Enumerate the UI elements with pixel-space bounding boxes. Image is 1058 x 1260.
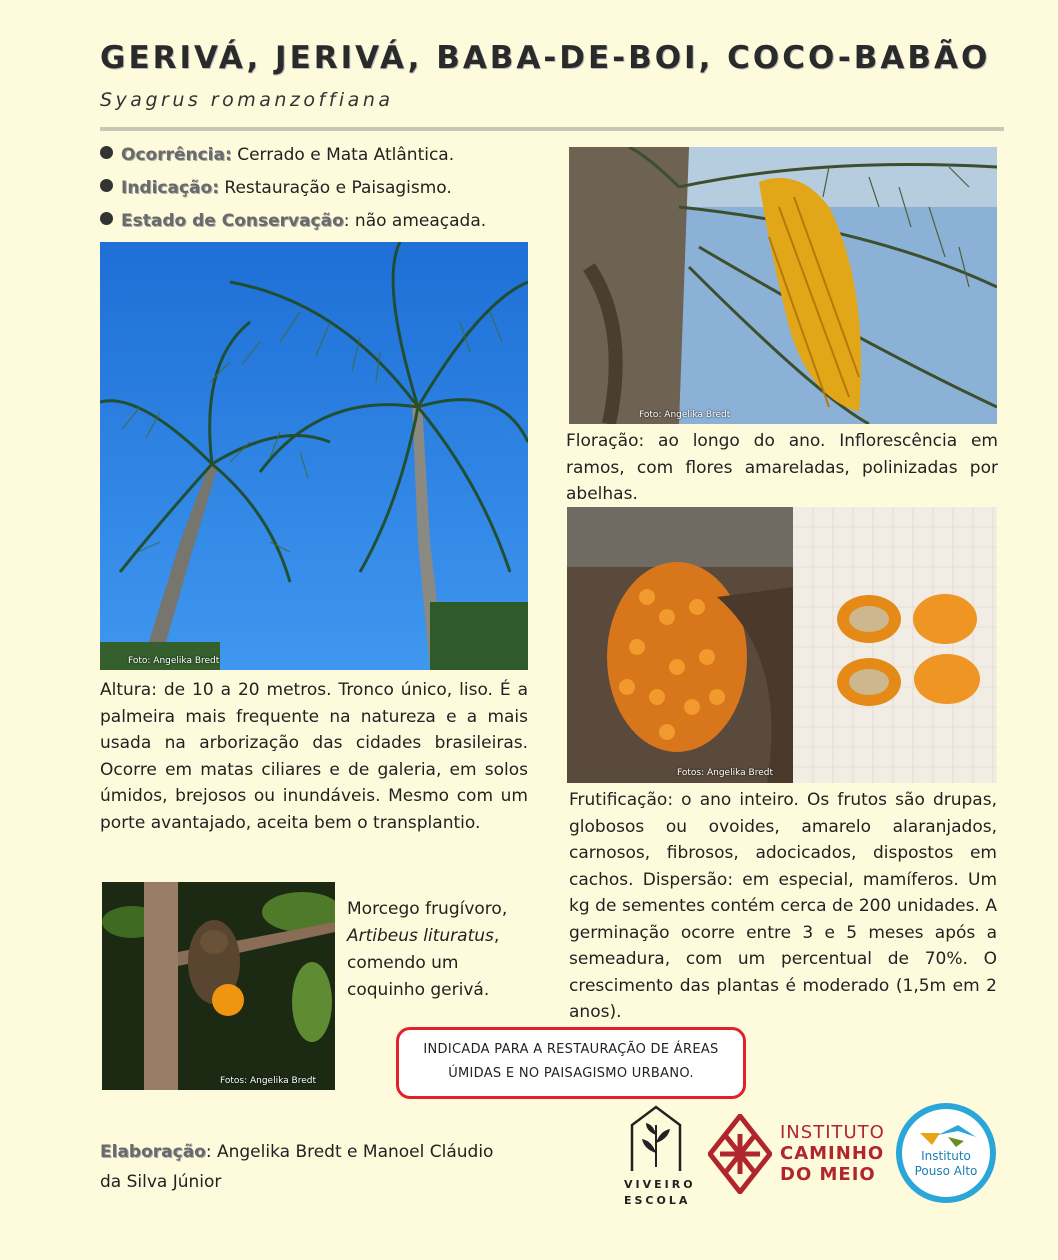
credits: Elaboração: Angelika Bredt e Manoel Cláudio da Silva Júnior [100,1142,494,1192]
fact-indication: Indicação: Restauração e Paisagismo. [100,178,452,198]
bullet-icon [100,179,113,192]
fruiting-description: Frutificação: o ano inteiro. Os frutos são drupas, globosos ou ovoides, amarelo alaranjados, carnosos, fibrosos, adocicados, dispostos em cachos. Dispersão: em especial, mamíferos. Um kg de sementes contém cerca de 200 unidades. A germinação ocorre entre 3 e 5 meses após a semeadura, com um percentual de 70%. O crescimento das plantas é moderado (1,5m em 2 anos). [569,790,997,1022]
flowering-description: Floração: ao longo do ano. Inflorescência em ramos, com flores amareladas, polinizadas por abelhas. [566,431,998,504]
fact-conservation: Estado de Conservação: não ameaçada. [100,211,486,231]
page-title: GERIVÁ, JERIVÁ, BABA-DE-BOI, COCO-BABÃO [100,40,991,76]
endless-knot-icon [708,1114,772,1194]
instituto-caminho-do-meio-logo: INSTITUTO CAMINHO DO MEIO [708,1114,888,1194]
photo-credit: Fotos: Angelika Bredt [677,768,773,778]
photo-credit: Fotos: Angelika Bredt [220,1076,316,1086]
bullet-icon [100,146,113,159]
photo-credit: Foto: Angelika Bredt [639,410,731,420]
instituto-pouso-alto-logo: Instituto Pouso Alto [896,1103,996,1203]
seedling-icon [624,1103,688,1173]
bird-icon [918,1123,978,1149]
fruits-photo [567,507,997,783]
bat-species: Artibeus lituratus [347,926,494,946]
palm-trees-photo [100,242,528,670]
photo-credit: Foto: Angelika Bredt [128,656,220,666]
flowers-photo [569,147,997,424]
header-divider [100,127,1004,131]
bullet-icon [100,212,113,225]
callout-box: INDICADA PARA A RESTAURAÇÃO DE ÁREAS ÚMIDAS E NO PAISAGISMO URBANO. [396,1027,746,1099]
fact-occurrence: Ocorrência: Cerrado e Mata Atlântica. [100,145,454,165]
bat-photo [102,882,335,1090]
viveiro-escola-logo: VIVEIRO ESCOLA [624,1103,688,1203]
scientific-name: Syagrus romanzoffiana [100,89,394,111]
bat-caption: Morcego frugívoro, Artibeus lituratus, comendo um coquinho gerivá. [347,899,508,1000]
height-description: Altura: de 10 a 20 metros. Tronco único, liso. É a palmeira mais frequente na natureza e a mais usada na arborização das cidades brasileiras. Ocorre em matas ciliares e de galeria, em solos úmidos, brejosos ou inundáveis. Mesmo com um porte avantajado, aceita bem o transplantio. [100,680,528,833]
